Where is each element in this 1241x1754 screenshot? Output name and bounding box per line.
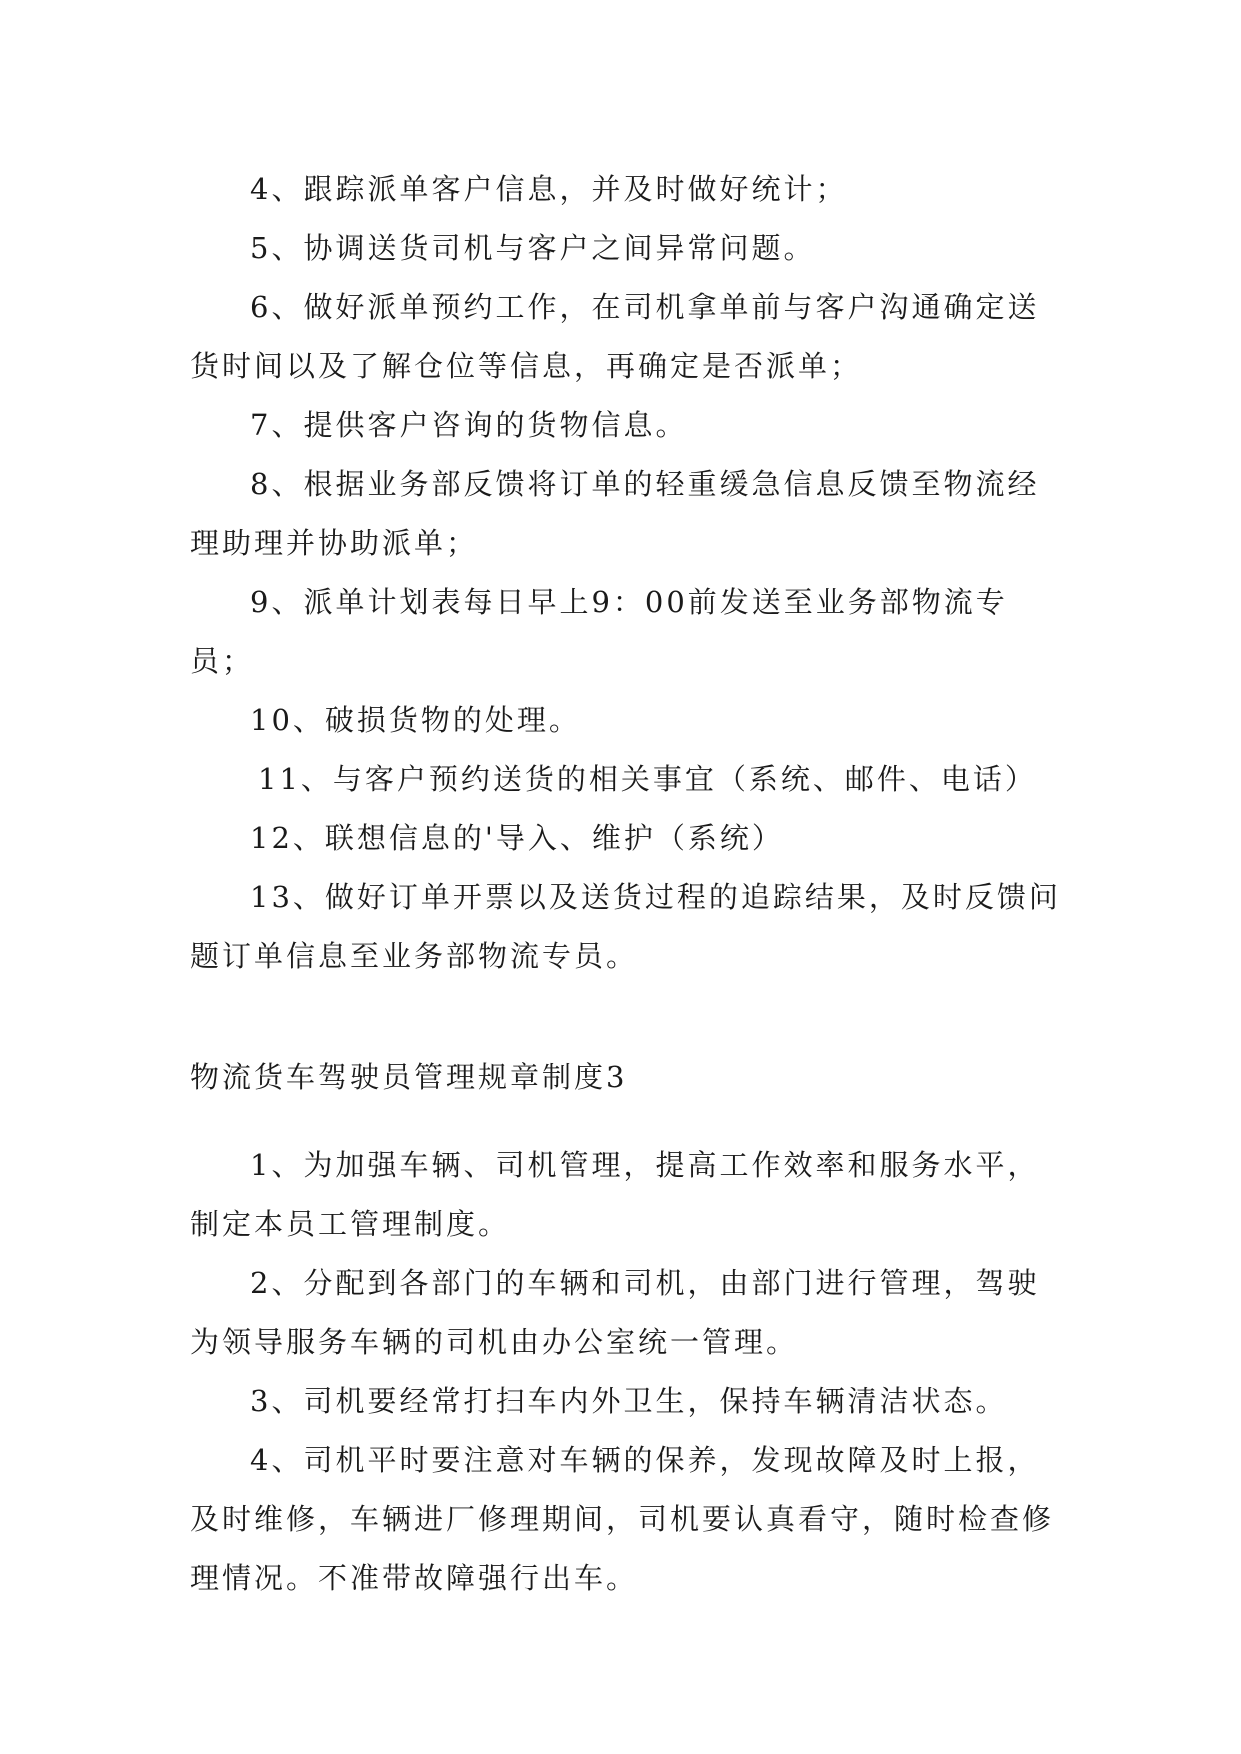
section-heading: 物流货车驾驶员管理规章制度3 [190, 1060, 628, 1094]
rule-item-1: 1、为加强车辆、司机管理，提高工作效率和服务水平，制定本员工管理制度。 [190, 1148, 1040, 1241]
document-body [190, 160, 1070, 1608]
paragraph-item-10: 10、破损货物的处理。 [250, 703, 581, 737]
paragraph-item-12: 12、联想信息的'导入、维护（系统） [250, 821, 784, 855]
paragraph-item-5: 5、协调送货司机与客户之间异常问题。 [250, 231, 816, 265]
paragraph-item-4: 4、跟踪派单客户信息，并及时做好统计； [250, 172, 848, 206]
paragraph-item-9: 9、派单计划表每日早上9：00前发送至业务部物流专员； [190, 585, 1008, 678]
paragraph-item-11: 11、与客户预约送货的相关事宜（系统、邮件、电话） [258, 762, 1037, 796]
paragraph-item-8: 8、根据业务部反馈将订单的轻重缓急信息反馈至物流经理助理并协助派单； [190, 467, 1040, 560]
paragraph-item-6: 6、做好派单预约工作，在司机拿单前与客户沟通确定送货时间以及了解仓位等信息，再确定是否派单； [190, 290, 1040, 383]
rule-item-3: 3、司机要经常打扫车内外卫生，保持车辆清洁状态。 [250, 1384, 1008, 1418]
rule-item-2: 2、分配到各部门的车辆和司机，由部门进行管理，驾驶为领导服务车辆的司机由办公室统一管理。 [190, 1266, 1040, 1359]
paragraph-item-7: 7、提供客户咨询的货物信息。 [250, 408, 688, 442]
rule-item-4: 4、司机平时要注意对车辆的保养，发现故障及时上报，及时维修，车辆进厂修理期间，司机要认真看守，随时检查修理情况。不准带故障强行出车。 [190, 1443, 1055, 1595]
paragraph-item-13: 13、做好订单开票以及送货过程的追踪结果，及时反馈问题订单信息至业务部物流专员。 [190, 880, 1061, 973]
